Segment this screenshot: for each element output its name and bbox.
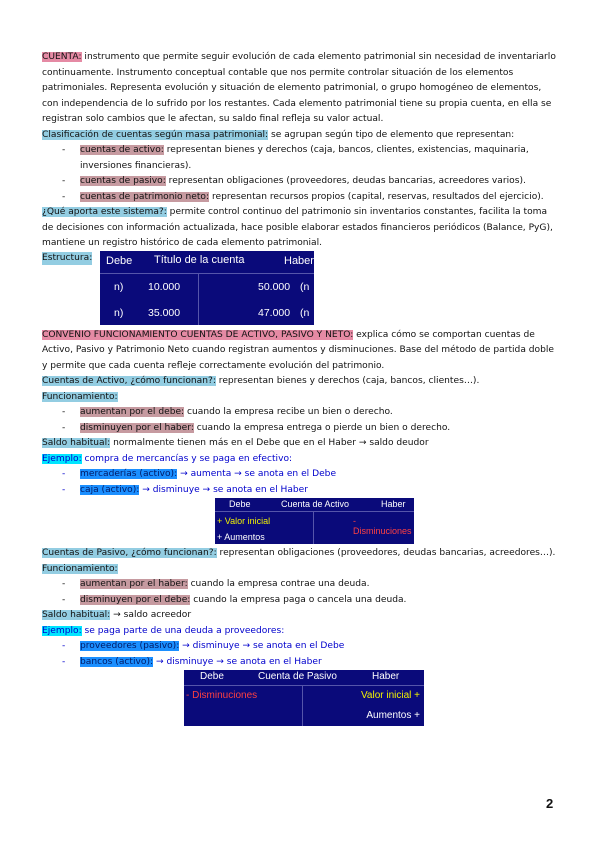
activo-paragraph (42, 374, 558, 390)
activo-ejemplo-row (42, 452, 558, 468)
table-divider (198, 274, 199, 325)
estructura-term: Estructura: (42, 252, 93, 263)
activo-saldo-term: Saldo habitual: (42, 438, 111, 448)
activo-ejemplo-list (42, 467, 558, 498)
list-item: - cuentas de pasivo: representan obligaciones (proveedores, deudas bancarias, acreedores varios). (62, 176, 526, 186)
table-head-haber: Haber (381, 499, 406, 509)
list-item-term: cuentas de pasivo: (80, 176, 166, 186)
table-cell: 10.000 (148, 280, 181, 293)
list-item-text: representan bienes y derechos (caja, bancos, clientes, existencias, maquinaria, inversiones financieras). (80, 145, 529, 171)
aporta-term: ¿Qué aporta este sistema?: (42, 207, 167, 217)
clasificacion-list (42, 143, 558, 205)
pasivo-ejemplo-list (42, 639, 558, 670)
pasivo-saldo-text: → saldo acreedor (110, 610, 192, 620)
pasivo-term: Cuentas de Pasivo, ¿cómo funcionan?: (42, 548, 217, 558)
clasificacion-paragraph (42, 128, 558, 144)
table-cell: 35.000 (148, 306, 181, 319)
list-item-text: cuando la empresa recibe un bien o derecho. (184, 407, 393, 417)
convenio-paragraph (42, 328, 558, 375)
table-head-title: Título de la cuenta (154, 253, 245, 266)
pasivo-table (184, 670, 424, 726)
pasivo-saldo-term: Saldo habitual: (42, 610, 111, 620)
list-item: - bancos (activo): → disminuye → se anota en el Haber (62, 656, 322, 667)
activo-saldo-row (42, 436, 558, 452)
estructura-block (42, 252, 558, 328)
list-item-term: disminuyen por el debe: (80, 594, 191, 605)
list-item-term: aumentan por el debe: (80, 407, 185, 417)
clasificacion-term: Clasificación de cuentas según masa patrimonial: (42, 129, 269, 140)
list-item-text: → disminuye → se anota en el Haber (153, 656, 322, 667)
document-body (42, 50, 558, 730)
table-cell: (n (300, 306, 310, 319)
pasivo-func-label-row (42, 562, 558, 578)
table-cell: Aumentos + (366, 710, 420, 721)
table-cell: - Disminuciones (353, 516, 412, 536)
list-item-term: caja (activo): (80, 484, 140, 495)
table-head-debe: Debe (229, 499, 251, 509)
activo-saldo-text: normalmente tienen más en el Debe que en el Haber → saldo deudor (110, 438, 429, 448)
pasivo-ejemplo-row (42, 624, 558, 640)
clasificacion-text: se agrupan según tipo de elemento que representan: (268, 129, 515, 140)
activo-table (215, 498, 414, 544)
list-item: - disminuyen por el haber: cuando la empresa entrega o pierde un bien o derecho. (62, 422, 451, 433)
pasivo-table-block (42, 670, 558, 730)
pasivo-text: representan obligaciones (proveedores, deudas bancarias, acreedores…). (216, 548, 556, 558)
convenio-term: CONVENIO FUNCIONAMIENTO CUENTAS DE ACTIVO, PASIVO Y NETO: (42, 329, 354, 340)
cuenta-text: instrumento que permite seguir evolución de cada elemento patrimonial sin necesidad de inventariarlo continuamente. Instrumento conceptual contable que nos permite controlar situación de los elementos patrimoniales. Representa evolución y situación de elemento patrimonial, o grupo homogéneo de elementos, con independencia de lo sufrido por los restantes. Cada elemento patrimonial tiene su propia cuenta, en ella se registran solo cambios que le afectan, su saldo final refleja su valor actual. (42, 52, 556, 124)
list-item: - caja (activo): → disminuye → se anota en el Haber (62, 484, 308, 495)
table-divider (302, 686, 303, 726)
list-item: - aumentan por el debe: cuando la empresa recibe un bien o derecho. (62, 407, 393, 417)
activo-func-label-row (42, 390, 558, 406)
convenio-text: explica cómo se comportan cuentas de Activo, Pasivo y Patrimonio Neto cuando registran aumentos y disminuciones. Base del método de partida doble y permite que cada cuenta refleje correctamente evolución del patrimonio. (42, 329, 555, 371)
list-item-term: bancos (activo): (80, 656, 154, 667)
list-item-text: representan recursos propios (capital, reservas, resultados del ejercicio). (209, 191, 544, 202)
table-cell: n) (114, 280, 124, 293)
list-item-text: cuando la empresa contrae una deuda. (187, 579, 370, 589)
table-head-haber: Haber (372, 671, 400, 682)
aporta-text: permite control continuo del patrimonio sin inventarios constantes, facilita la toma de decisiones con información actualizada, hace posible elaborar estados financieros periódicos (Balance, PyG), mantiene un registro histórico de cada elemento patrimonial. (42, 207, 553, 248)
table-cell: (n (300, 280, 310, 293)
list-item-text: → disminuye → se anota en el Haber (139, 484, 308, 495)
list-item-text: cuando la empresa paga o cancela una deuda. (190, 594, 407, 605)
pasivo-table-header (184, 670, 424, 686)
table-head-debe: Debe (200, 671, 224, 682)
cuenta-term: CUENTA: (42, 52, 82, 62)
table-cell: + Aumentos (217, 532, 265, 542)
list-item-term: cuentas de activo: (80, 145, 164, 155)
cuenta-paragraph (42, 50, 558, 128)
list-item-text: representan obligaciones (proveedores, deudas bancarias, acreedores varios). (165, 176, 526, 186)
list-item: - mercaderías (activo): → aumenta → se anota en el Debe (62, 469, 337, 479)
activo-ejemplo-term: Ejemplo: (42, 453, 82, 464)
list-item-text: → disminuye → se anota en el Debe (179, 641, 345, 651)
table-divider (313, 512, 314, 544)
activo-table-header (215, 498, 414, 512)
table-head-title: Cuenta de Pasivo (258, 671, 337, 682)
list-item-text: → aumenta → se anota en el Debe (177, 469, 337, 479)
table-head-debe: Debe (106, 254, 133, 267)
activo-text: representan bienes y derechos (caja, bancos, clientes…). (215, 376, 480, 386)
activo-ejemplo-text: compra de mercancías y se paga en efectivo: (81, 453, 293, 464)
list-item: - aumentan por el haber: cuando la empresa contrae una deuda. (62, 579, 370, 589)
table-cell: n) (114, 306, 124, 319)
list-item-text: cuando la empresa entrega o pierde un bien o derecho. (193, 422, 451, 433)
list-item-term: cuentas de patrimonio neto: (80, 191, 210, 202)
list-item: - disminuyen por el debe: cuando la empresa paga o cancela una deuda. (62, 594, 407, 605)
pasivo-func-list (42, 577, 558, 608)
list-item-term: disminuyen por el haber: (80, 422, 194, 433)
table-cell: Valor inicial + (360, 690, 420, 701)
estructura-table-header (100, 251, 314, 274)
activo-term: Cuentas de Activo, ¿cómo funcionan?: (42, 376, 216, 386)
table-cell: - Disminuciones (186, 690, 258, 701)
pasivo-func-label: Funcionamiento: (42, 563, 118, 574)
list-item: - cuentas de patrimonio neto: representan recursos propios (capital, reservas, resultados del ejercicio). (62, 191, 544, 202)
table-head-title: Cuenta de Activo (281, 499, 350, 509)
page-number: 2 (546, 796, 554, 811)
list-item-term: proveedores (pasivo): (80, 641, 180, 651)
aporta-paragraph (42, 205, 558, 252)
list-item: - cuentas de activo: representan bienes y derechos (caja, bancos, clientes, existencias, maquinaria, inversiones financieras). (62, 145, 529, 171)
pasivo-ejemplo-text: se paga parte de una deuda a proveedores: (81, 625, 285, 636)
list-item: - proveedores (pasivo): → disminuye → se anota en el Debe (62, 641, 345, 651)
table-cell: + Valor inicial (217, 516, 271, 526)
estructura-table (100, 251, 314, 325)
activo-table-block (42, 498, 558, 546)
table-cell: 50.000 (258, 280, 291, 293)
activo-func-list (42, 405, 558, 436)
table-head-haber: Haber (284, 254, 314, 267)
table-cell: 47.000 (258, 306, 291, 319)
list-item-term: mercaderías (activo): (80, 469, 178, 479)
pasivo-saldo-row (42, 608, 558, 624)
activo-func-label: Funcionamiento: (42, 391, 118, 402)
list-item-term: aumentan por el haber: (80, 579, 188, 589)
pasivo-paragraph (42, 546, 558, 562)
pasivo-ejemplo-term: Ejemplo: (42, 625, 82, 636)
